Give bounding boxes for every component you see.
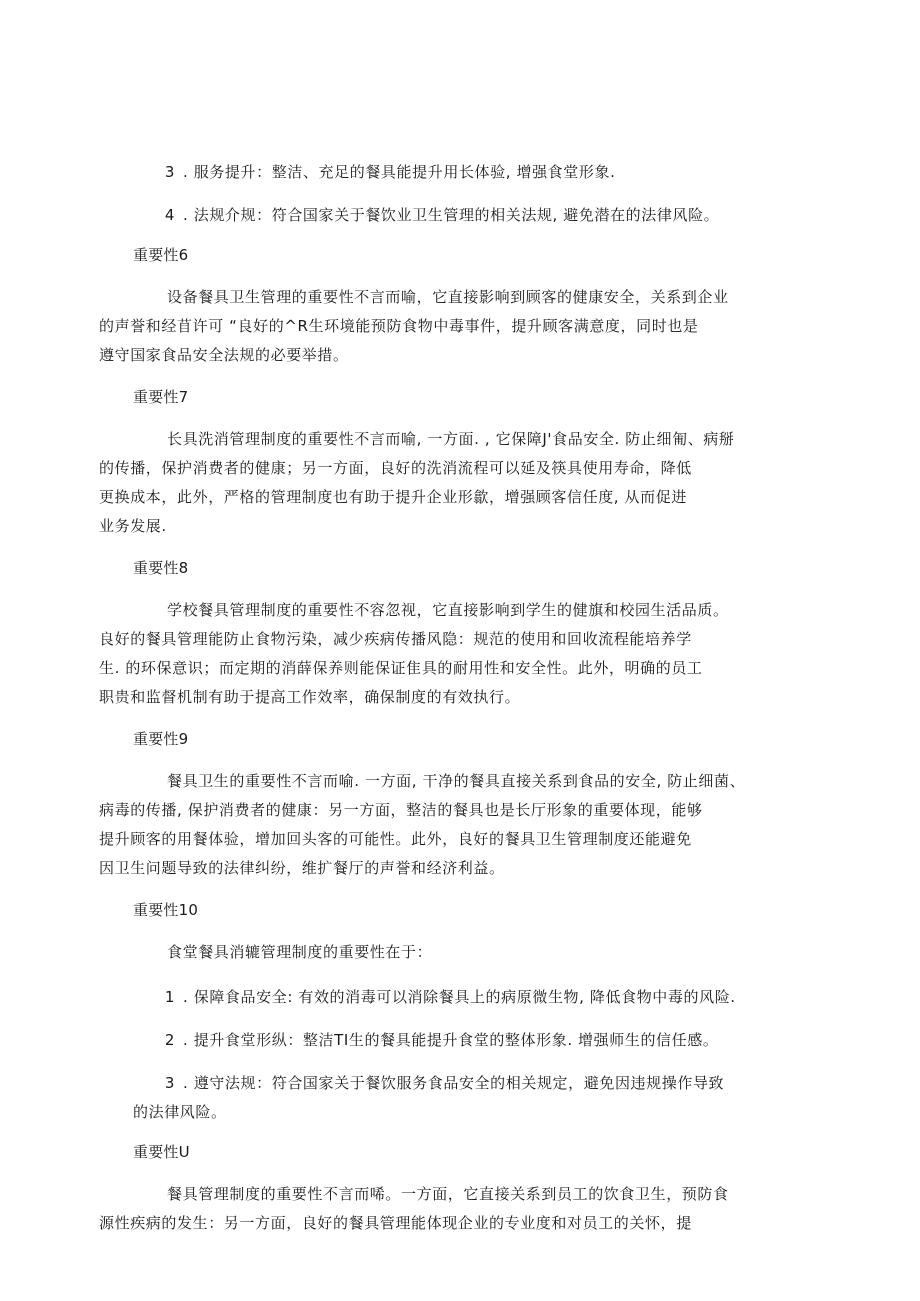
paragraph-line: 提升顾客的用餐体验，增加回头客的可能性。此外，良好的餐具卫生管理制度还能避免 [99,830,692,848]
paragraph-line: 遵守国家食品安全法规的必要举措。 [99,346,349,364]
item-number: 4 [164,206,175,224]
paragraph [133,938,793,967]
document-page [99,158,793,1254]
paragraph-line: 学校餐具管理制度的重要性不容忽视，它直接影响到学生的健旗和校园生活品质。 [167,601,729,619]
paragraph-line: 生. 的环保意识；而定期的消薛保养则能保证隹具的耐用性和安全性。此外，明确的员工 [99,659,703,677]
paragraph-line: 病毒的传播, 保护消费者的健康：另一方面，整洁的餐具也是长厅形象的重要体现，能够 [99,801,703,819]
item-text-continued: 的法律风险。 [133,1103,227,1121]
section-heading: 重要性9 [133,730,189,748]
paragraph [99,596,793,712]
section-heading: 重要性U [133,1143,190,1161]
numbered-item [133,983,793,1012]
paragraph-line: 的传播，保护消费者的健康；另一方面，良好的洗消流程可以延及筷具使用寿命，降低 [99,459,692,477]
paragraph-line: 长具洗消管理制度的重要性不言而喻, 一方面. , 它保障J'食品安全. 防止细匍、病掰 [167,430,735,448]
paragraph-line: 良好的餐具管理能防止食物污染，减少疾病传播风隐：规范的使用和回收流程能培养学 [99,630,692,648]
item-text: . 保障食品安全: 有效的消毒可以消除餐具上的病原微生物, 降低食物中毒的风险. [183,988,736,1006]
paragraph-line: 食堂餐具消辘管理制度的重要性在于： [167,943,433,961]
paragraph-line: 因卫生问题导致的法律纠纷，维扩餐厅的声誉和经济利益。 [99,859,505,877]
numbered-item [133,201,793,230]
section-heading: 重要性6 [133,246,189,264]
paragraph [99,425,793,541]
numbered-item [133,158,793,187]
paragraph [99,283,793,370]
section-heading: 重要性10 [133,901,199,919]
item-number: 2 [164,1031,175,1049]
paragraph-line: 源性疾病的发生：另一方面，良好的餐具管理能体现企业的专业度和对员工的关怀，提 [99,1214,692,1232]
item-text: . 服务提升：整洁、充足的餐具能提升用长体验, 增强食堂形象. [183,163,616,181]
item-text: . 遵守法规：符合国家关于餐饮服务食品安全的相关规定，避免因违规操作导致 [183,1074,725,1092]
item-number: 3 [164,163,175,181]
paragraph-line: 更换成本，此外，严格的管理制度也有助于提升企业形歙，增强顾客信任度, 从而促进 [99,488,687,506]
paragraph [99,1180,793,1238]
item-number: 3 [164,1074,175,1092]
paragraph-line: 职贵和监督机制有助于提高工作效率，确保制度的有效执行。 [99,688,521,706]
paragraph-line: 的声誉和经苜许可 “良好的^R生环境能预防食物中毒事件，提升顾客满意度，同时也是 [99,317,699,335]
paragraph-line: 餐具卫生的重要性不言而喻. 一方面, 干净的餐具直接关系到食品的安全, 防止细菌、 [167,772,746,790]
paragraph-line: 餐具管理制度的重要性不言而唏。一方面，它直接关系到员工的饮食卫生，预防食 [167,1185,729,1203]
numbered-item [133,1026,793,1055]
section-heading: 重要性7 [133,388,189,406]
paragraph-line: 业务发展. [99,517,167,535]
item-number: 1 [164,988,175,1006]
section-heading: 重要性8 [133,559,189,577]
paragraph-line: 设备餐具卫生管理的重要性不言而喻，它直接影响到顾客的健康安全，关系到企业 [167,288,729,306]
item-text: . 提升食堂形纵：整洁TI生的餐具能提升食堂的整体形象. 增强师生的信任感。 [183,1031,719,1049]
paragraph [99,767,793,883]
numbered-item [133,1069,793,1127]
item-text: . 法规介规：符合国家关于餐饮业卫生管理的相关法规, 避免潜在的法律风险。 [183,206,720,224]
